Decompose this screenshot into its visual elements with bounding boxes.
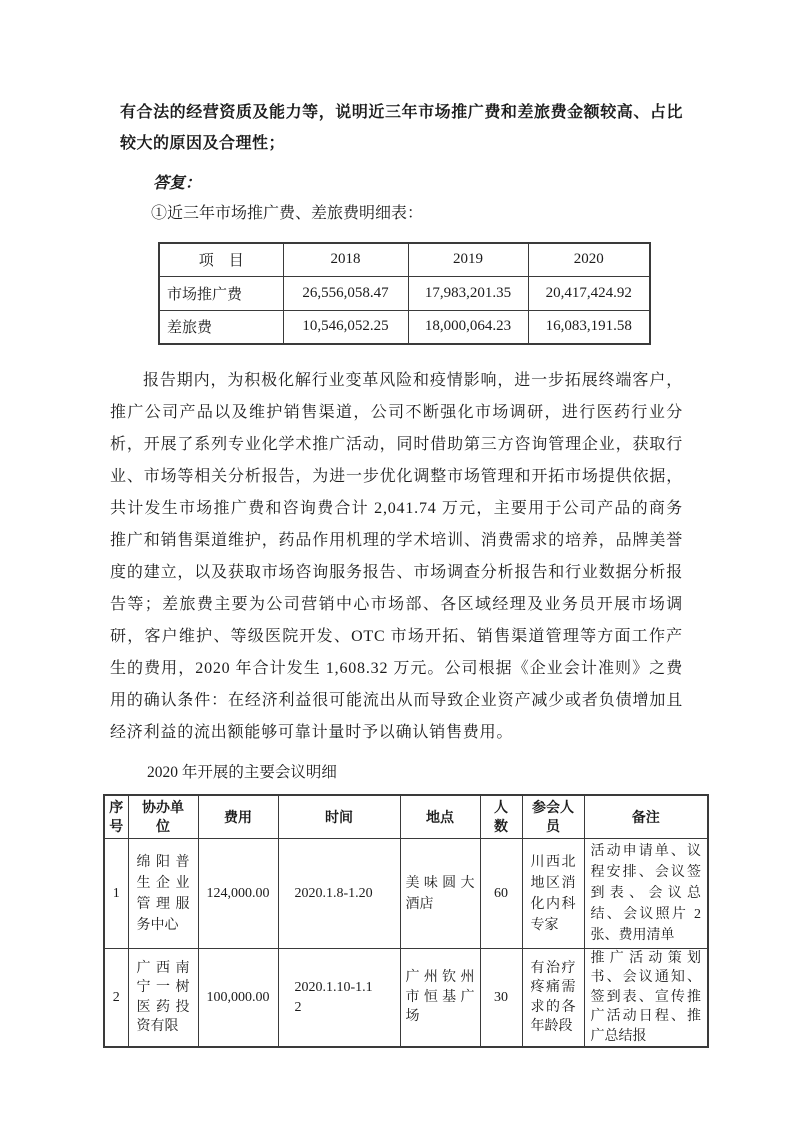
expense-value-2018: 10,546,052.25 [283, 310, 408, 344]
meeting-header-no: 序号 [104, 795, 128, 839]
table-row [159, 276, 650, 310]
meeting-attendees: 有治疗疼痛需求的各年龄段 [522, 949, 584, 1048]
meeting-organizer: 广西南宁一树医药投资有限 [128, 949, 198, 1048]
expense-row-label: 差旅费 [159, 310, 283, 344]
meeting-header-organizer: 协办单位 [128, 795, 198, 839]
expense-row-label: 市场推广费 [159, 276, 283, 310]
expense-header-item: 项 目 [159, 243, 283, 276]
expense-value-2020: 16,083,191.58 [528, 310, 650, 344]
meeting-organizer: 绵阳普生企业管理服务中心 [128, 839, 198, 949]
detail-table-intro: ①近三年市场推广费、差旅费明细表： [151, 205, 424, 222]
meeting-fee: 100,000.00 [198, 949, 278, 1048]
table-row [104, 949, 708, 1048]
meeting-attendees: 川西北地区消化内科专家 [522, 839, 584, 949]
meeting-table-caption: 2020 年开展的主要会议明细 [147, 764, 337, 781]
meeting-no: 1 [104, 839, 128, 949]
expense-value-2020: 20,417,424.92 [528, 276, 650, 310]
expense-value-2019: 17,983,201.35 [408, 276, 528, 310]
meeting-count: 30 [480, 949, 522, 1048]
meeting-fee: 124,000.00 [198, 839, 278, 949]
meeting-time: 2020.1.10-1.12 [278, 949, 400, 1048]
meeting-table-header-row [104, 795, 708, 839]
expense-table [158, 242, 651, 345]
meeting-header-time: 时间 [278, 795, 400, 839]
meeting-no: 2 [104, 949, 128, 1048]
table-row [104, 839, 708, 949]
expense-table-header-row [159, 243, 650, 276]
body-paragraph: 报告期内，为积极化解行业变革风险和疫情影响，进一步拓展终端客户，推广公司产品以及维护销售渠道，公司不断强化市场调研，进行医药行业分析，开展了系列专业化学术推广活动，同时借助第三方咨询管理企业，获取行业、市场等相关分析报告，为进一步优化调整市场管理和开拓市场提供依据，共计发生市场推广费和咨询费合计 2,041.74 万元，主要用于公司产品的商务推广和销售渠道维护，药品作用机理的学术培训、消费需求的培养，品牌美誉度的建立，以及获取市场咨询服务报告、市场调查分析报告和行业数据分析报告等；差旅费主要为公司营销中心市场部、各区域经理及业务员开展市场调研，客户维护、等级医院开发、OTC 市场开拓、销售渠道管理等方面工作产生的费用，2020 年合计发生 1,608.32 万元。公司根据《企业会计准则》之费用的确认条件：在经济利益很可能流出从而导致企业资产减少或者负债增加且经济利益的流出额能够可靠计量时予以确认销售费用。 [110, 372, 683, 741]
meeting-header-count: 人数 [480, 795, 522, 839]
expense-value-2018: 26,556,058.47 [283, 276, 408, 310]
meeting-place: 美味圆大酒店 [400, 839, 480, 949]
meeting-time: 2020.1.8-1.20 [278, 839, 400, 949]
meeting-header-note: 备注 [584, 795, 708, 839]
meeting-table [103, 794, 709, 1048]
meeting-header-fee: 费用 [198, 795, 278, 839]
meeting-count: 60 [480, 839, 522, 949]
meeting-note: 活动申请单、议程安排、会议签到表、会议总结、会议照片 2 张、费用清单 [584, 839, 708, 949]
question-heading: 有合法的经营资质及能力等，说明近三年市场推广费和差旅费金额较高、占比较大的原因及合理性； [120, 104, 683, 152]
expense-header-2019: 2019 [408, 243, 528, 276]
expense-header-2018: 2018 [283, 243, 408, 276]
meeting-header-place: 地点 [400, 795, 480, 839]
table-row [159, 310, 650, 344]
reply-label: 答复： [153, 175, 202, 192]
meeting-place: 广州钦州市恒基广场 [400, 949, 480, 1048]
meeting-note: 推广活动策划书、会议通知、签到表、宣传推广活动日程、推广总结报 [584, 949, 708, 1048]
meeting-header-attendees: 参会人员 [522, 795, 584, 839]
expense-header-2020: 2020 [528, 243, 650, 276]
expense-value-2019: 18,000,064.23 [408, 310, 528, 344]
